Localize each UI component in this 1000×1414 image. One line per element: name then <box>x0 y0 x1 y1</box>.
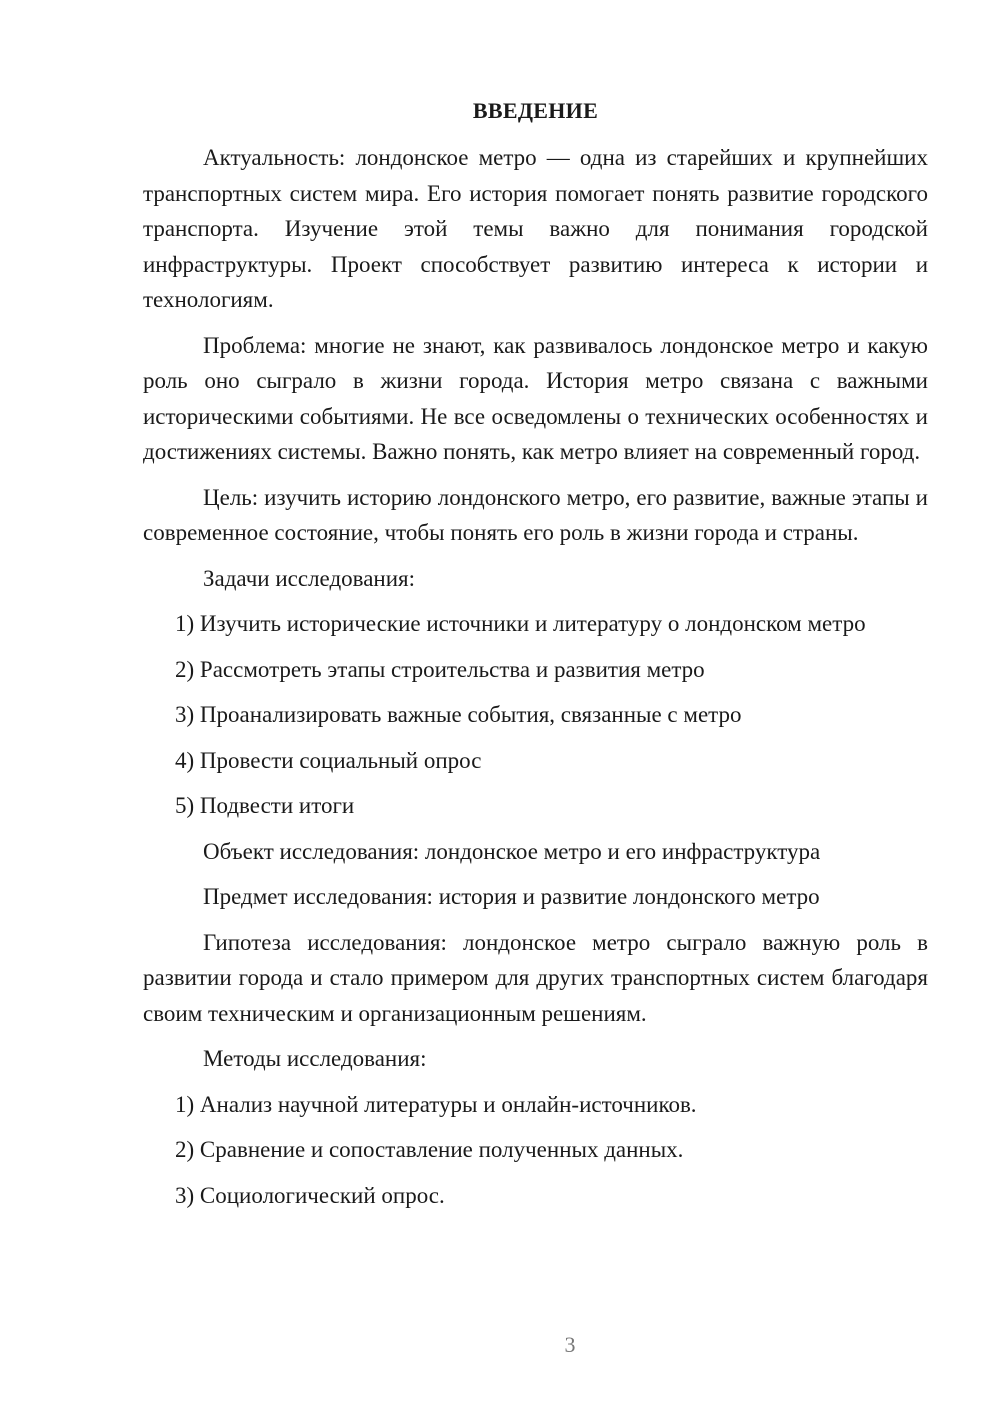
method-item: 1) Анализ научной литературы и онлайн-источников. <box>175 1091 697 1117</box>
task-item: 4) Провести социальный опрос <box>175 747 482 773</box>
page-number: 3 <box>564 1332 576 1357</box>
goal-paragraph: Цель: изучить историю лондонского метро, его развитие, важные этапы и современное состояние, чтобы понять его роль в жизни города и страны. <box>143 484 928 545</box>
method-item: 3) Социологический опрос. <box>175 1182 445 1208</box>
task-item: 1) Изучить исторические источники и литературу о лондонском метро <box>175 611 866 636</box>
problem-paragraph: Проблема: многие не знают, как развивалось лондонское метро и какую роль оно сыграло в жизни города. История метро связана с важными историческими событиями. Не все осведомлены о технических особенностях и достижениях системы. Важно понять, как метро влияет на современный город. <box>143 332 928 464</box>
document-body <box>143 96 928 1223</box>
methods-list <box>143 1087 928 1214</box>
section-heading: ВВЕДЕНИЕ <box>472 98 599 123</box>
tasks-list <box>143 606 928 824</box>
methods-title: Методы исследования: <box>203 1046 427 1071</box>
subject-line: Предмет исследования: история и развитие лондонского метро <box>203 884 820 909</box>
method-item: 2) Сравнение и сопоставление полученных данных. <box>175 1137 684 1162</box>
relevance-paragraph: Актуальность: лондонское метро — одна из старейших и крупнейших транспортных систем мира. Его история помогает понять развитие городского транспорта. Изучение этой темы важно для понимания городской инфраструктуры. Проект способствует развитию интереса к истории и технологиям. <box>143 145 928 312</box>
tasks-title: Задачи исследования: <box>203 565 416 591</box>
task-item: 3) Проанализировать важные события, связанные с метро <box>175 702 742 727</box>
task-item: 5) Подвести итоги <box>175 793 355 818</box>
object-line: Объект исследования: лондонское метро и его инфраструктура <box>203 838 821 864</box>
hypothesis-paragraph: Гипотеза исследования: лондонское метро сыграло важную роль в развитии города и стало примером для других транспортных систем благодаря своим техническим и организационным решениям. <box>143 929 928 1026</box>
task-item: 2) Рассмотреть этапы строительства и развития метро <box>175 656 705 682</box>
